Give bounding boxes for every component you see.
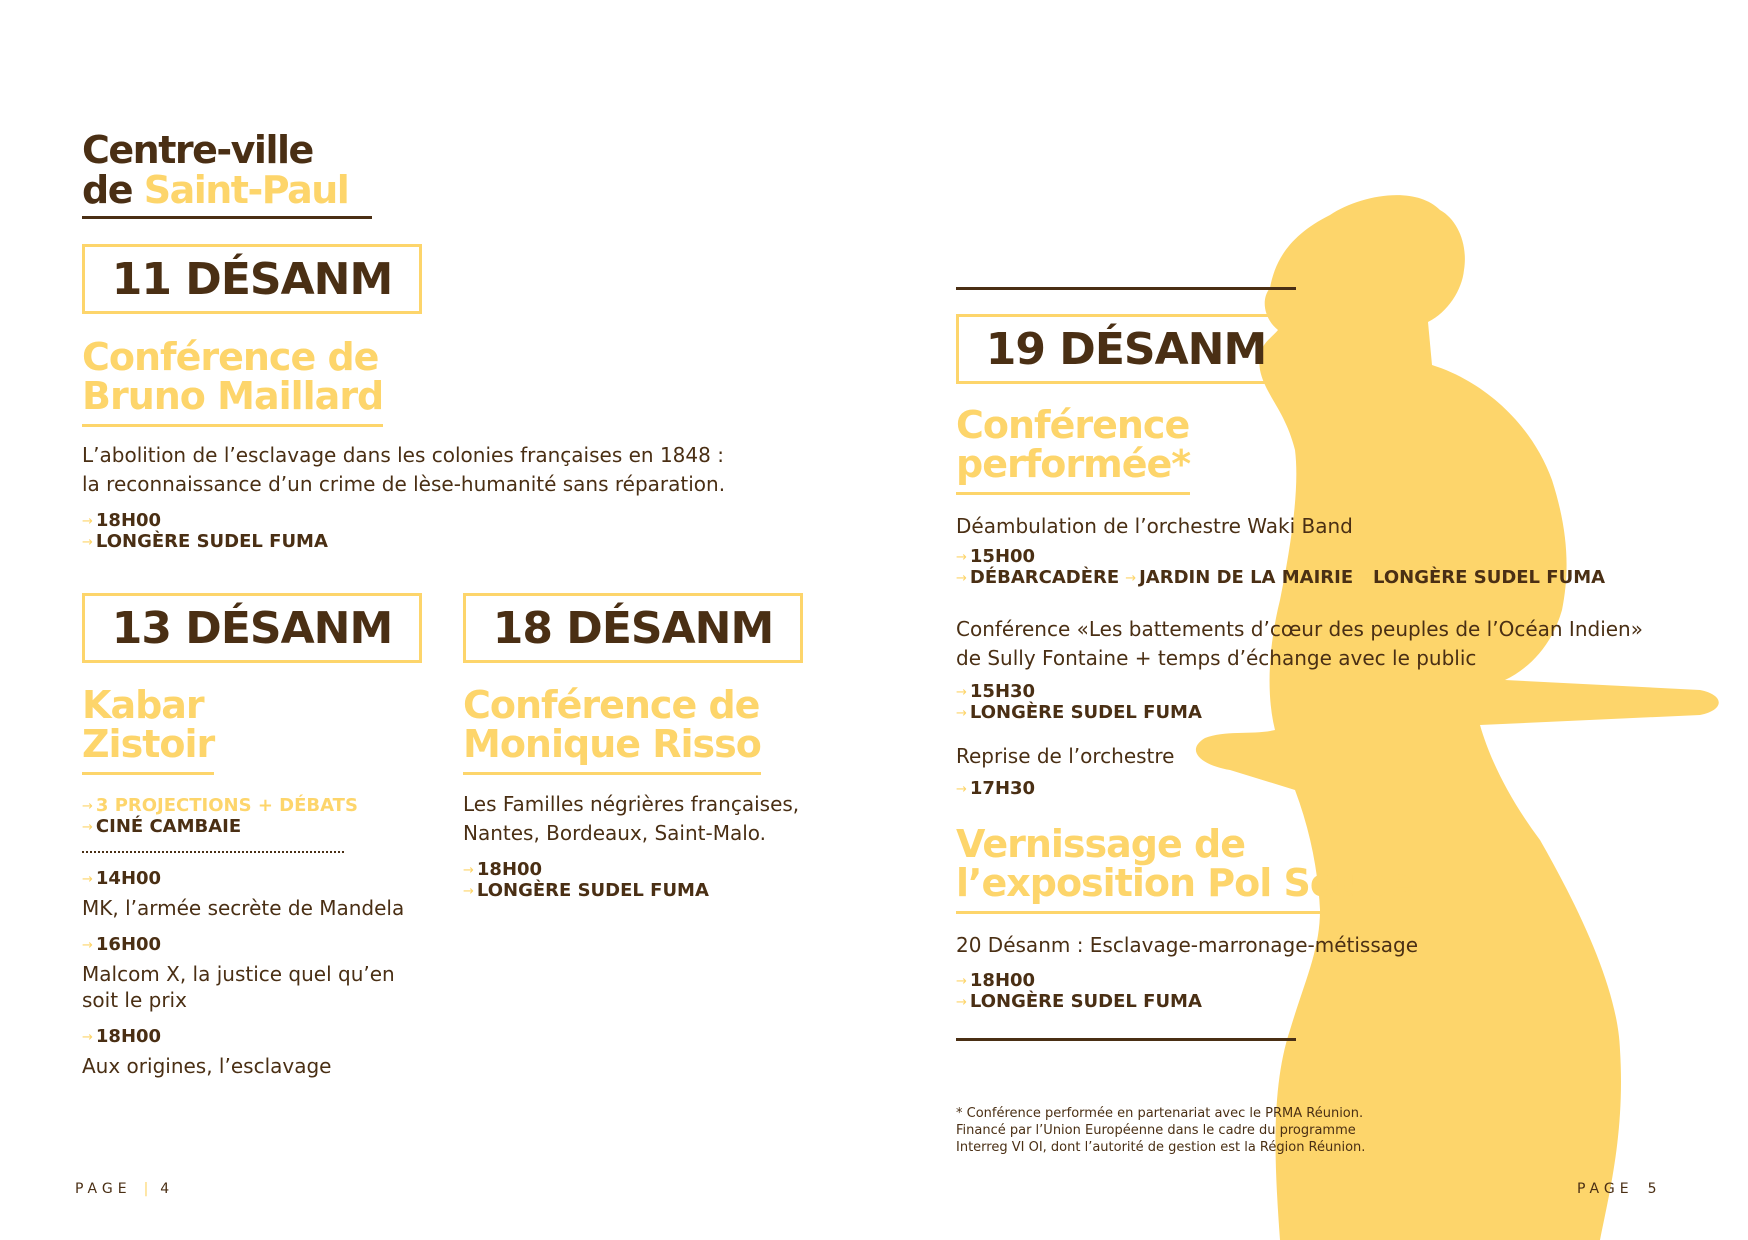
arrow-right-icon: →: [956, 782, 967, 797]
event-title-line: Kabar: [82, 683, 204, 727]
event-place: [82, 531, 328, 554]
event-title-conference-performee: [956, 403, 1191, 495]
description-line: la reconnaissance d’un crime de lèse-humanité sans réparation.: [82, 472, 726, 496]
page-value: 5: [1647, 1181, 1662, 1197]
subtitle-value: 3 PROJECTIONS + DÉBATS: [95, 795, 358, 816]
arrow-right-icon: →: [956, 571, 967, 586]
arrow-right-icon: →: [82, 799, 93, 814]
time-value: 16H00: [95, 934, 162, 955]
event-time: [956, 778, 1035, 801]
event-title-line: Conférence: [956, 403, 1190, 447]
description-line: Les Familles négrières françaises,: [463, 792, 800, 816]
page-label: PAGE: [1577, 1181, 1634, 1197]
arrow-right-icon: →: [956, 974, 967, 989]
route-stop: DÉBARCADÈRE: [969, 567, 1120, 588]
bottom-rule: [956, 1038, 1296, 1041]
description-line: Conférence «Les battements d’cœur des peuples de l’Océan Indien»: [956, 617, 1643, 641]
film-title-line: Malcom X, la justice quel qu’en: [82, 962, 395, 986]
place-value: LONGÈRE SUDEL FUMA: [969, 702, 1202, 723]
description-line: de Sully Fontaine + temps d’échange avec le public: [956, 646, 1477, 670]
screening-time: [82, 934, 161, 957]
arrow-right-icon: →: [463, 884, 474, 899]
event-time: [956, 681, 1035, 704]
film-title-line: Aux origines, l’esclavage: [82, 1054, 332, 1078]
date-box-19: 19 DÉSANM: [956, 314, 1296, 384]
place-value: LONGÈRE SUDEL FUMA: [476, 880, 709, 901]
section-title-line2: [82, 170, 348, 210]
event-title-line: Monique Risso: [463, 722, 761, 766]
event-title-line: Conférence de: [463, 683, 760, 727]
description-line: Nantes, Bordeaux, Saint-Malo.: [463, 821, 767, 845]
route-stop: LONGÈRE SUDEL FUMA: [1373, 567, 1606, 588]
vernissage-description: 20 Désanm : Esclavage-marronage-métissage: [956, 933, 1419, 957]
event-place: [463, 880, 709, 903]
event-title-line: performée*: [956, 442, 1191, 486]
section-title-prefix: de: [82, 168, 132, 212]
event-title-line: Bruno Maillard: [82, 374, 384, 418]
arrow-right-icon: →: [463, 863, 474, 878]
section-title-underline: [82, 216, 372, 219]
section-title-line1: Centre-ville: [82, 128, 313, 172]
event-time: [82, 510, 161, 533]
footnote-line: Interreg VI OI, dont l’autorité de gestion est la Région Réunion.: [956, 1140, 1366, 1155]
arrow-right-icon: →: [82, 820, 93, 835]
footnote: [956, 1105, 1365, 1156]
place-value: LONGÈRE SUDEL FUMA: [969, 991, 1202, 1012]
event-title-line: Zistoir: [82, 722, 215, 766]
event-time: [956, 970, 1035, 993]
description-line: L’abolition de l’esclavage dans les colonies françaises en 1848 :: [82, 443, 724, 467]
time-value: 15H00: [969, 546, 1036, 567]
arrow-right-icon: →: [956, 706, 967, 721]
page-label: PAGE: [75, 1181, 132, 1197]
event-title-bruno-maillard: [82, 335, 384, 427]
date-box-11: 11 DÉSANM: [82, 244, 422, 314]
time-value: 18H00: [476, 859, 543, 880]
dotted-divider: [82, 851, 344, 853]
top-rule: [956, 287, 1296, 290]
screening-time: [82, 868, 161, 891]
event-description-bruno-maillard: [82, 441, 725, 499]
event-place: [82, 816, 241, 839]
time-value: 18H00: [95, 510, 162, 531]
page-separator: |: [143, 1181, 149, 1197]
arrow-right-icon: →: [956, 550, 967, 565]
footnote-line: Financé par l’Union Européenne dans le cadre du programme: [956, 1123, 1356, 1138]
event-description-monique-risso: [463, 790, 799, 848]
event-title-line: l’exposition Pol Soupe: [956, 861, 1412, 905]
arrow-right-icon: →: [956, 685, 967, 700]
page-number-right: [1577, 1181, 1662, 1197]
program-item-orchestra-reprise: Reprise de l’orchestre: [956, 744, 1175, 768]
event-title-line: Conférence de: [82, 335, 379, 379]
place-value: CINÉ CAMBAIE: [95, 816, 242, 837]
time-value: 14H00: [95, 868, 162, 889]
event-title-monique-risso: [463, 683, 761, 775]
footnote-line: * Conférence performée en partenariat avec le PRMA Réunion.: [956, 1106, 1364, 1121]
screening-time: [82, 1026, 161, 1049]
screening-film: [82, 1052, 331, 1081]
program-item-conference: [956, 615, 1643, 673]
screening-film: [82, 961, 395, 1013]
date-box-13: 13 DÉSANM: [82, 593, 422, 663]
arrow-right-icon: →: [82, 938, 93, 953]
arrow-right-icon: →: [82, 1030, 93, 1045]
event-place: [956, 991, 1202, 1014]
page-value: 4: [160, 1181, 175, 1197]
event-time: [463, 859, 542, 882]
section-title: [82, 130, 348, 210]
arrow-right-icon: →: [956, 995, 967, 1010]
event-title-line: Vernissage de: [956, 822, 1245, 866]
arrow-right-icon: →: [1125, 571, 1137, 586]
event-route: [956, 567, 1605, 590]
event-title-vernissage: [956, 822, 1412, 914]
arrow-right-icon: →: [1359, 571, 1371, 586]
date-box-18: 18 DÉSANM: [463, 593, 803, 663]
section-title-highlight: Saint-Paul: [143, 168, 349, 212]
arrow-right-icon: →: [82, 872, 93, 887]
page-number-left: [75, 1181, 174, 1197]
film-title-line: MK, l’armée secrète de Mandela: [82, 896, 405, 920]
program-item-orchestra: Déambulation de l’orchestre Waki Band: [956, 514, 1353, 538]
route-stop: JARDIN DE LA MAIRIE: [1139, 567, 1354, 588]
event-subtitle: [82, 795, 358, 818]
film-title-line: soit le prix: [82, 988, 187, 1012]
event-title-kabar-zistoir: [82, 683, 215, 775]
arrow-right-icon: →: [82, 514, 93, 529]
time-value: 15H30: [969, 681, 1036, 702]
place-value: LONGÈRE SUDEL FUMA: [95, 531, 328, 552]
time-value: 18H00: [95, 1026, 162, 1047]
event-place: [956, 702, 1202, 725]
screening-film: [82, 894, 404, 923]
arrow-right-icon: →: [82, 535, 93, 550]
time-value: 18H00: [969, 970, 1036, 991]
event-time: [956, 546, 1035, 569]
time-value: 17H30: [969, 778, 1036, 799]
